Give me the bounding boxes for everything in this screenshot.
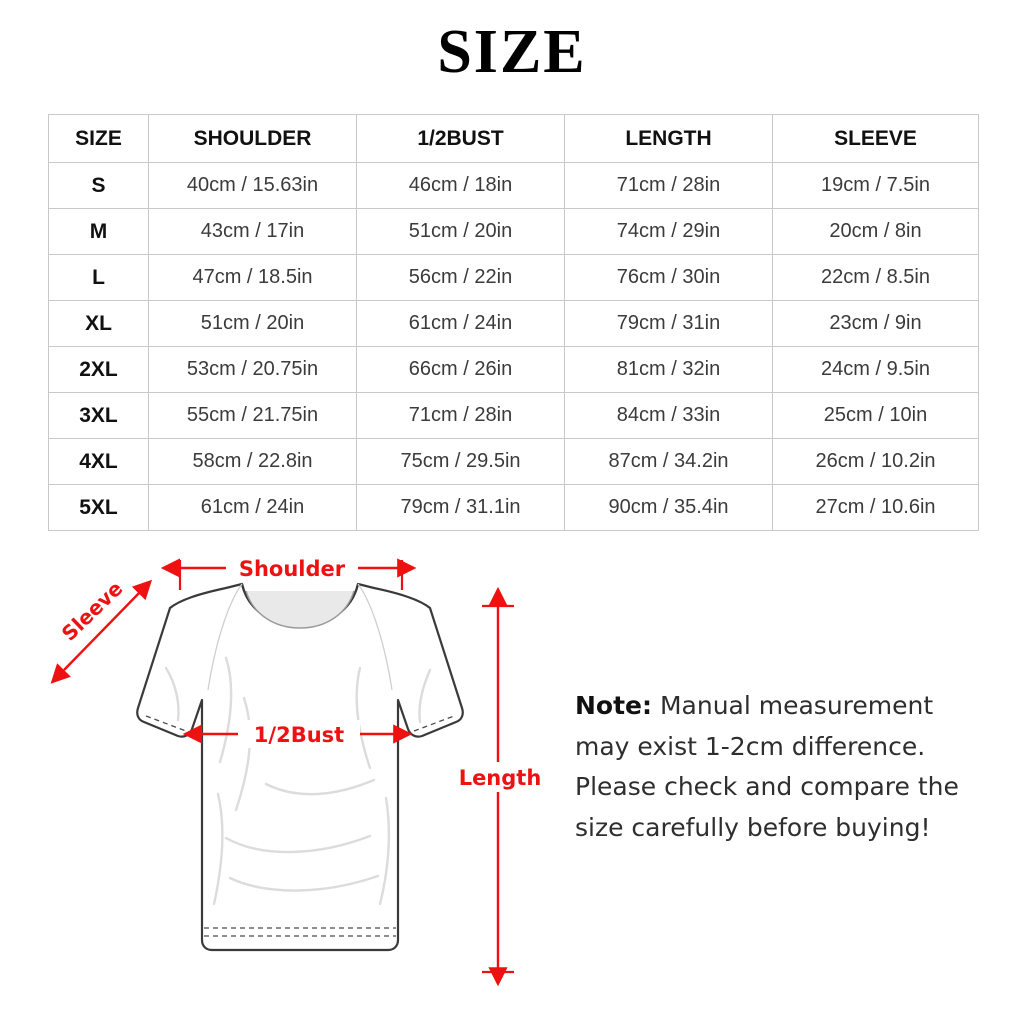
cell-length: 84cm / 33in bbox=[565, 393, 773, 439]
cell-shoulder: 40cm / 15.63in bbox=[149, 163, 357, 209]
column-header-shoulder: SHOULDER bbox=[149, 115, 357, 163]
cell-sleeve: 23cm / 9in bbox=[773, 301, 979, 347]
cell-bust: 51cm / 20in bbox=[357, 209, 565, 255]
cell-size: 3XL bbox=[49, 393, 149, 439]
cell-sleeve: 27cm / 10.6in bbox=[773, 485, 979, 531]
shoulder-label: Shoulder bbox=[238, 557, 346, 581]
table-row bbox=[49, 485, 979, 531]
cell-size: M bbox=[49, 209, 149, 255]
note-prefix: Note: bbox=[575, 691, 653, 720]
cell-shoulder: 61cm / 24in bbox=[149, 485, 357, 531]
cell-bust: 56cm / 22in bbox=[357, 255, 565, 301]
cell-bust: 46cm / 18in bbox=[357, 163, 565, 209]
cell-length: 79cm / 31in bbox=[565, 301, 773, 347]
size-table-body bbox=[49, 163, 979, 531]
cell-size: 4XL bbox=[49, 439, 149, 485]
tshirt-diagram-svg bbox=[30, 548, 570, 1018]
cell-size: S bbox=[49, 163, 149, 209]
cell-shoulder: 43cm / 17in bbox=[149, 209, 357, 255]
column-header-bust: 1/2BUST bbox=[357, 115, 565, 163]
cell-size: XL bbox=[49, 301, 149, 347]
cell-shoulder: 58cm / 22.8in bbox=[149, 439, 357, 485]
table-header-row bbox=[49, 115, 979, 163]
measurement-note bbox=[575, 686, 995, 848]
cell-bust: 79cm / 31.1in bbox=[357, 485, 565, 531]
cell-shoulder: 47cm / 18.5in bbox=[149, 255, 357, 301]
size-table-header bbox=[49, 115, 979, 163]
column-header-length: LENGTH bbox=[565, 115, 773, 163]
table-row bbox=[49, 393, 979, 439]
length-measure-arrow bbox=[458, 606, 542, 972]
note-text: Manual measurement may exist 1-2cm difference. Please check and compare the size carefully before buying! bbox=[575, 691, 959, 842]
size-table bbox=[48, 114, 979, 531]
column-header-sleeve: SLEEVE bbox=[773, 115, 979, 163]
cell-sleeve: 25cm / 10in bbox=[773, 393, 979, 439]
cell-size: 2XL bbox=[49, 347, 149, 393]
cell-bust: 71cm / 28in bbox=[357, 393, 565, 439]
cell-length: 76cm / 30in bbox=[565, 255, 773, 301]
tshirt-illustration bbox=[137, 584, 463, 950]
cell-length: 71cm / 28in bbox=[565, 163, 773, 209]
sleeve-label: Sleeve bbox=[56, 576, 128, 646]
shoulder-measure-arrow bbox=[180, 554, 402, 590]
cell-bust: 61cm / 24in bbox=[357, 301, 565, 347]
table-row bbox=[49, 301, 979, 347]
cell-size: L bbox=[49, 255, 149, 301]
cell-length: 74cm / 29in bbox=[565, 209, 773, 255]
bust-label: 1/2Bust bbox=[253, 723, 345, 747]
cell-shoulder: 51cm / 20in bbox=[149, 301, 357, 347]
cell-sleeve: 20cm / 8in bbox=[773, 209, 979, 255]
cell-bust: 75cm / 29.5in bbox=[357, 439, 565, 485]
cell-sleeve: 26cm / 10.2in bbox=[773, 439, 979, 485]
cell-shoulder: 55cm / 21.75in bbox=[149, 393, 357, 439]
table-row bbox=[49, 209, 979, 255]
table-row bbox=[49, 163, 979, 209]
column-header-size: SIZE bbox=[49, 115, 149, 163]
cell-sleeve: 24cm / 9.5in bbox=[773, 347, 979, 393]
table-row bbox=[49, 255, 979, 301]
cell-bust: 66cm / 26in bbox=[357, 347, 565, 393]
length-label: Length bbox=[458, 766, 542, 790]
sleeve-measure-arrow bbox=[57, 576, 142, 670]
table-row bbox=[49, 439, 979, 485]
cell-size: 5XL bbox=[49, 485, 149, 531]
page-title: SIZE bbox=[437, 18, 587, 86]
cell-sleeve: 19cm / 7.5in bbox=[773, 163, 979, 209]
cell-length: 81cm / 32in bbox=[565, 347, 773, 393]
cell-length: 87cm / 34.2in bbox=[565, 439, 773, 485]
cell-sleeve: 22cm / 8.5in bbox=[773, 255, 979, 301]
cell-shoulder: 53cm / 20.75in bbox=[149, 347, 357, 393]
tshirt-measurement-diagram bbox=[30, 548, 570, 1018]
cell-length: 90cm / 35.4in bbox=[565, 485, 773, 531]
table-row bbox=[49, 347, 979, 393]
